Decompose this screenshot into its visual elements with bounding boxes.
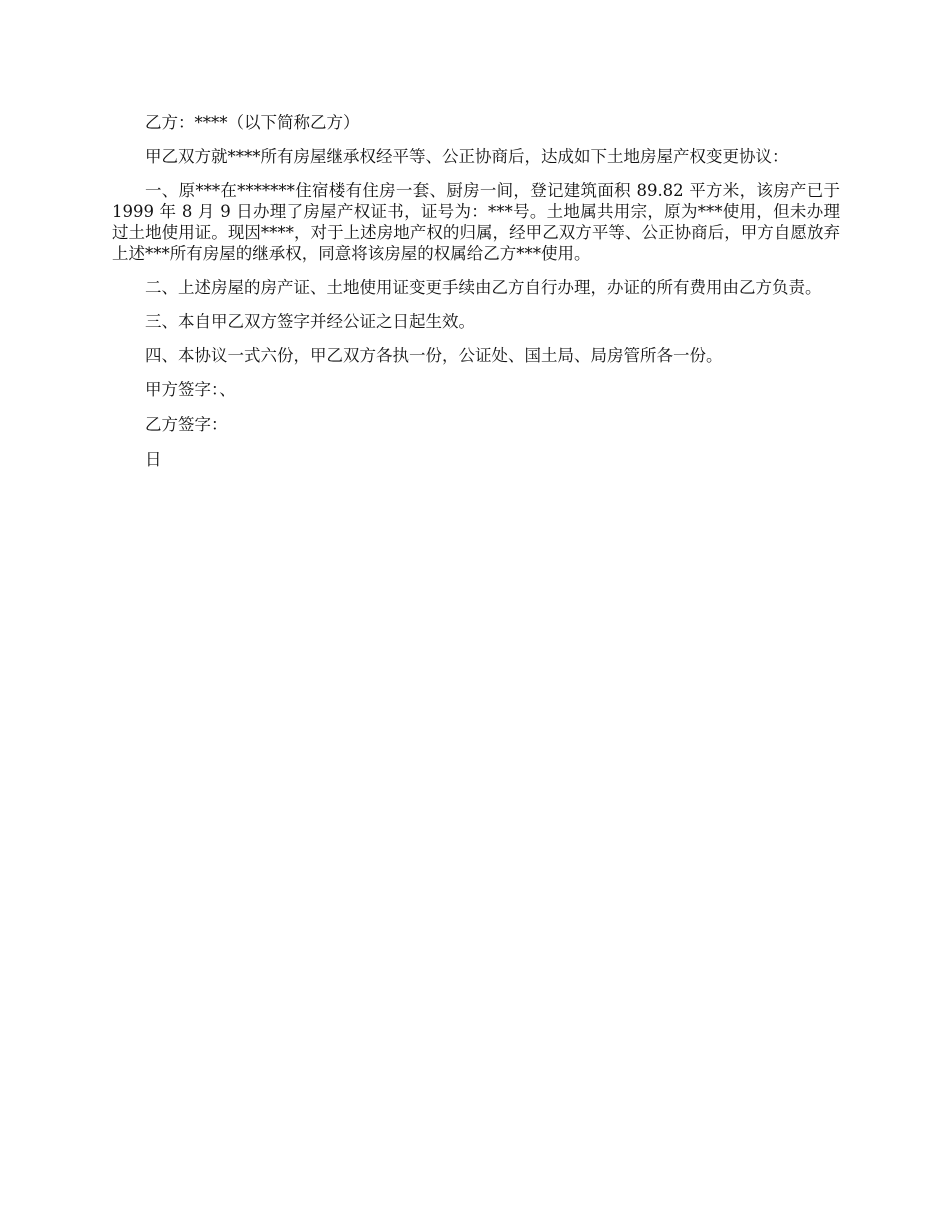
party-a-signature: 甲方签字：、 — [145, 380, 236, 399]
date-line: 日 — [145, 450, 162, 469]
agreement-intro: 甲乙双方就****所有房屋继承权经平等、公正协商后，达成如下土地房屋产权变更协议： — [145, 147, 789, 166]
clause-3: 三、本自甲乙双方签字并经公证之日起生效。 — [145, 312, 475, 331]
clause-1: 一、原***在*******住宿楼有住房一套、厨房一间，登记建筑面积 89.82 平方米，该房产已于 1999 年 8 月 9 日办理了房屋产权证书，证号为：***号。土地属共用宗，原为***使用，但未办理过土地使用证。现因****，对于上述房地产权的归属，经甲乙双方平等、公正协商后，甲方自愿放弃上述***所有房屋的继承权，同意将该房屋的权属给乙方***使用。 — [112, 181, 840, 263]
party-b-signature: 乙方签字： — [145, 415, 228, 434]
document-body — [112, 112, 840, 484]
clause-4: 四、本协议一式六份，甲乙双方各执一份，公证处、国土局、局房管所各一份。 — [145, 346, 723, 365]
party-b-line: 乙方：****（以下简称乙方） — [145, 113, 360, 132]
clause-2: 二、上述房屋的房产证、土地使用证变更手续由乙方自行办理，办证的所有费用由乙方负责。 — [145, 278, 822, 297]
